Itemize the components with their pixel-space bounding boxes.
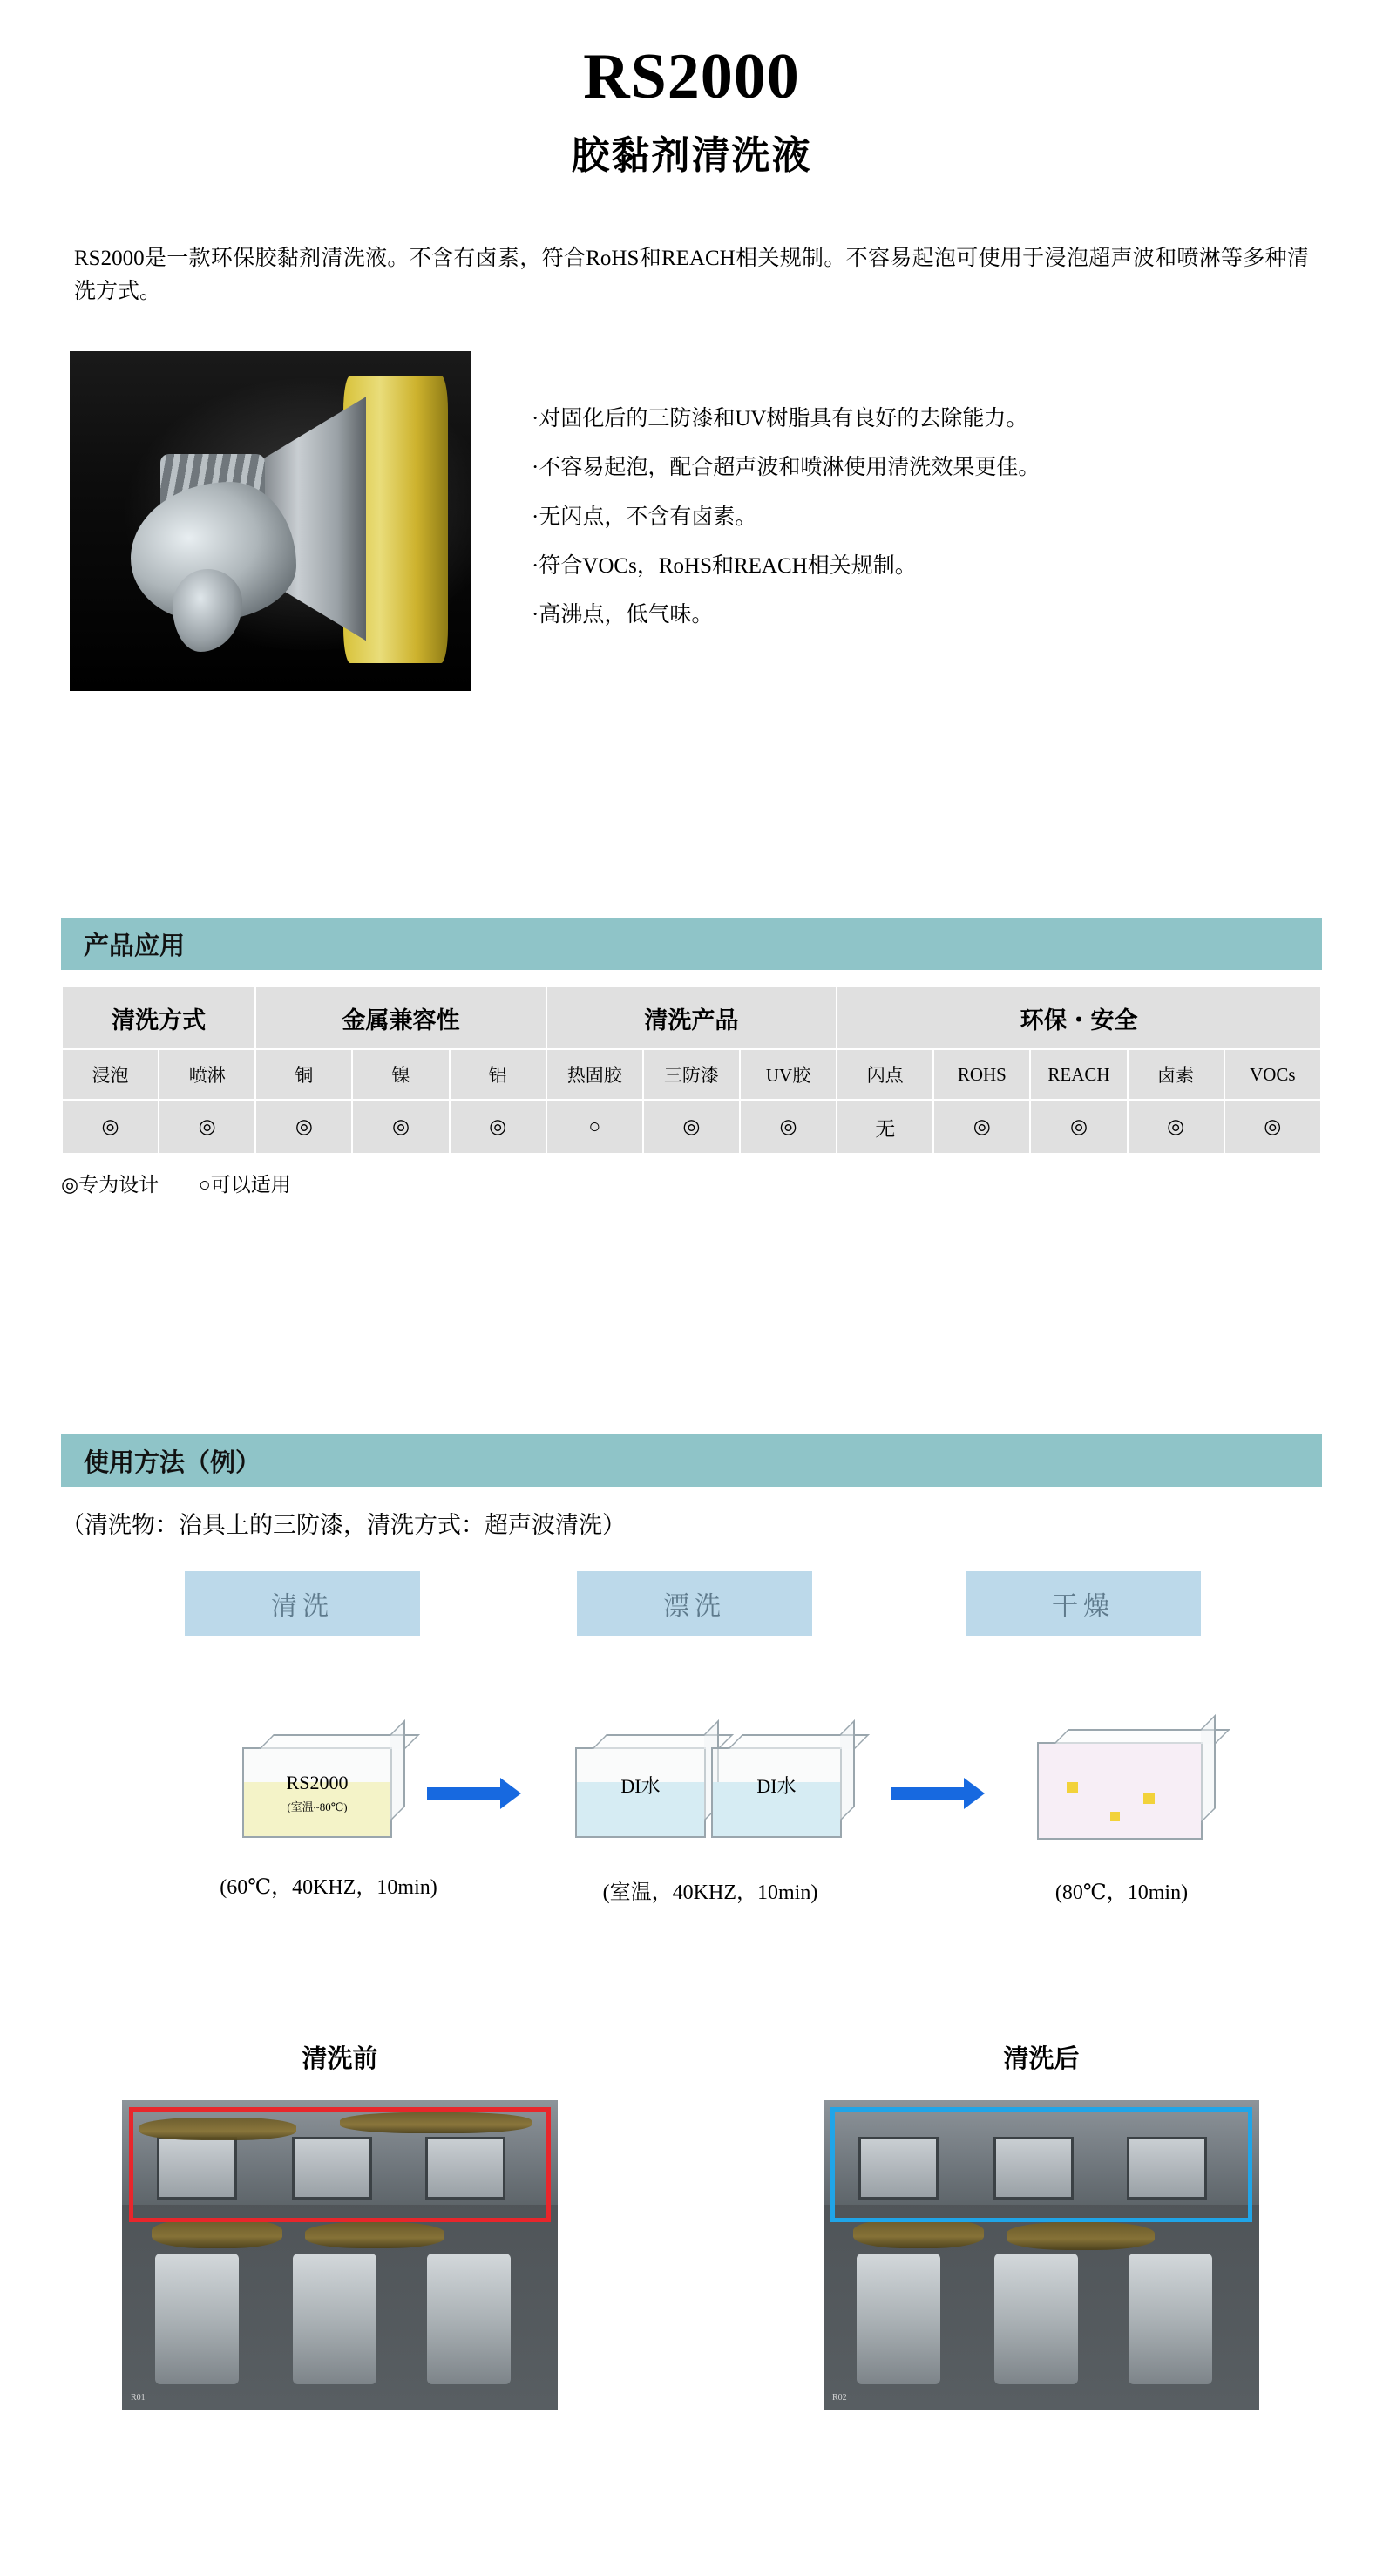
table-column-header: 闪点 xyxy=(837,1049,933,1100)
table-column-header: 喷淋 xyxy=(159,1049,255,1100)
photo-pin xyxy=(155,2254,239,2384)
step-chip-rinse: 漂洗 xyxy=(577,1571,812,1636)
tank-rinse-1 xyxy=(575,1747,706,1838)
table-legend xyxy=(61,1169,1322,1197)
table-cell: ◎ xyxy=(1030,1100,1127,1154)
intro-paragraph: RS2000是一款环保胶黏剂清洗液。不含有卤素，符合RoHS和REACH相关规制。不容易起泡可使用于浸泡超声波和喷淋等多种清洗方式。 xyxy=(74,246,1309,304)
dryer-spark-icon xyxy=(1110,1812,1120,1821)
table-column-header: ROHS xyxy=(933,1049,1030,1100)
after-label: 清洗后 xyxy=(1003,2045,1080,2073)
legend-item: ○可以适用 xyxy=(198,1174,291,1196)
after-highlight-box xyxy=(830,2107,1252,2222)
table-column-header: 镍 xyxy=(352,1049,449,1100)
diagram-caption-rinse: (室温，40KHZ，10min) xyxy=(602,1881,818,1905)
before-highlight-box xyxy=(129,2107,551,2222)
before-label: 清洗前 xyxy=(302,2045,378,2073)
before-photo xyxy=(122,2100,558,2410)
table-column-header: 浸泡 xyxy=(62,1049,159,1100)
photo-corner-tag: R02 xyxy=(832,2393,847,2403)
list-item: ·符合VOCs，RoHS和REACH相关规制。 xyxy=(532,553,917,578)
table-group-header: 环保・安全 xyxy=(837,986,1321,1049)
arrow-icon xyxy=(427,1787,502,1800)
table-cell: ◎ xyxy=(450,1100,546,1154)
table-column-header: VOCs xyxy=(1224,1049,1321,1100)
table-cell: ◎ xyxy=(1128,1100,1224,1154)
product-photo xyxy=(70,351,471,691)
photo-pin xyxy=(293,2254,376,2384)
table-column-header: 卤素 xyxy=(1128,1049,1224,1100)
list-item: ·高沸点，低气味。 xyxy=(532,603,714,627)
tank-wash xyxy=(242,1747,392,1838)
tank-side xyxy=(840,1719,855,1821)
table-column-header: UV胶 xyxy=(740,1049,837,1100)
table-cell: ◎ xyxy=(352,1100,449,1154)
table-column-header: 三防漆 xyxy=(643,1049,740,1100)
table-cell: ◎ xyxy=(62,1100,159,1154)
table-column-header-row xyxy=(62,1049,1321,1100)
table-group-header: 清洗产品 xyxy=(546,986,837,1049)
tank-dryer xyxy=(1037,1742,1203,1840)
tank-sublabel: (室温~80℃) xyxy=(287,1800,348,1814)
table-column-header: 热固胶 xyxy=(546,1049,643,1100)
section-header-application: 产品应用 xyxy=(61,918,1322,970)
table-group-header-row xyxy=(62,986,1321,1049)
feature-bullet-list xyxy=(532,351,1040,691)
diagram-caption-dry: (80℃，10min) xyxy=(1054,1881,1189,1905)
photo-corner-tag: R01 xyxy=(131,2393,146,2403)
usage-step-chips xyxy=(0,1571,1383,1646)
table-row xyxy=(62,1100,1321,1154)
tank-label: DI水 xyxy=(620,1775,661,1798)
tank-label: DI水 xyxy=(756,1775,797,1798)
table-column-header: 铝 xyxy=(450,1049,546,1100)
tank-liquid xyxy=(1039,1744,1201,1838)
photo-residue xyxy=(1007,2222,1155,2250)
section-header-usage: 使用方法（例） xyxy=(61,1434,1322,1487)
table-cell: ◎ xyxy=(1224,1100,1321,1154)
tank-side xyxy=(1201,1714,1216,1823)
table-column-header: REACH xyxy=(1030,1049,1127,1100)
diagram-caption-wash: (60℃，40KHZ，10min) xyxy=(220,1876,437,1900)
arrow-icon xyxy=(891,1787,966,1800)
tank-rinse-2 xyxy=(711,1747,842,1838)
legend-item: ◎专为设计 xyxy=(61,1174,159,1196)
step-chip-dry: 干燥 xyxy=(966,1571,1201,1636)
photo-liquid-drip-secondary xyxy=(173,569,242,652)
list-item: ·不容易起泡，配合超声波和喷淋使用清洗效果更佳。 xyxy=(532,456,1041,480)
table-column-header: 铜 xyxy=(255,1049,352,1100)
page-title xyxy=(0,41,1383,180)
dryer-spark-icon xyxy=(1067,1782,1078,1793)
table-cell: ◎ xyxy=(159,1100,255,1154)
application-table xyxy=(61,986,1322,1155)
feature-section xyxy=(0,351,1383,691)
list-item: ·无闪点，不含有卤素。 xyxy=(532,505,757,529)
product-subtitle: 胶黏剂清洗液 xyxy=(571,133,812,177)
table-group-header: 清洗方式 xyxy=(62,986,255,1049)
usage-note: （清洗物：治具上的三防漆，清洗方式：超声波清洗） xyxy=(61,1512,626,1539)
list-item: ·对固化后的三防漆和UV树脂具有良好的去除能力。 xyxy=(532,407,1028,431)
table-cell: ○ xyxy=(546,1100,643,1154)
photo-residue xyxy=(305,2222,444,2248)
photo-pin xyxy=(427,2254,511,2384)
tank-side xyxy=(390,1719,405,1821)
document-page xyxy=(0,41,1383,2576)
photo-residue xyxy=(853,2219,984,2248)
product-name: RS2000 xyxy=(583,41,800,112)
photo-residue xyxy=(152,2219,282,2248)
photo-pin xyxy=(994,2254,1078,2384)
table-cell: 无 xyxy=(837,1100,933,1154)
process-diagram xyxy=(0,1707,1383,1942)
table-cell: ◎ xyxy=(933,1100,1030,1154)
dryer-spark-icon xyxy=(1143,1793,1155,1804)
photo-pin xyxy=(857,2254,940,2384)
table-group-header: 金属兼容性 xyxy=(255,986,546,1049)
table-cell: ◎ xyxy=(255,1100,352,1154)
step-chip-wash: 清洗 xyxy=(185,1571,420,1636)
after-photo xyxy=(824,2100,1259,2410)
table-cell: ◎ xyxy=(740,1100,837,1154)
table-cell: ◎ xyxy=(643,1100,740,1154)
photo-pin xyxy=(1129,2254,1212,2384)
tank-label: RS2000 xyxy=(286,1772,349,1794)
